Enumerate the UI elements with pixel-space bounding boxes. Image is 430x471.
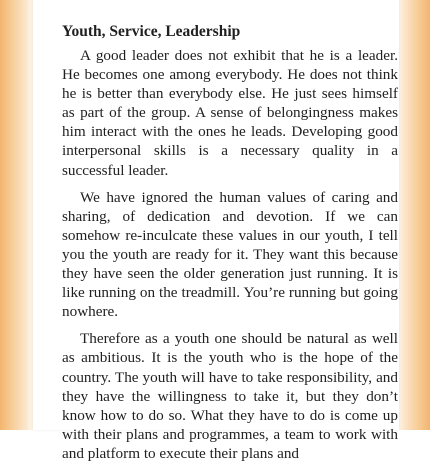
paragraph-1: A good leader does not exhibit that he is a leader. He becomes one among everybody. He does not think he is better than everybody else. He just sees himself as part of the group. A sense of belongingness makes him interact with the ones he leads. Developing good interpersonal skills is a necessary quality in a successful leader. bbox=[62, 47, 398, 179]
paragraph-3: Therefore as a youth one should be natural as well as ambitious. It is the youth who is the hope of the country. The youth will have to take responsibility, and they have the willingness to take it, but they don’t know how to do so. What they have to do is come up with their plans and programmes, a team to work with and platform to execute their plans and bbox=[62, 330, 398, 462]
page-content bbox=[62, 22, 398, 471]
section-title: Youth, Service, Leadership bbox=[62, 23, 241, 40]
paragraph-2: We have ignored the human values of caring and sharing, of dedication and devotion. If we can somehow re-inculcate these values in our youth, I tell you the youth are ready for it. They want this because they have seen the older generation just running. It is like running on the treadmill. You’re running but going nowhere. bbox=[62, 188, 398, 321]
book-page bbox=[33, 0, 399, 462]
